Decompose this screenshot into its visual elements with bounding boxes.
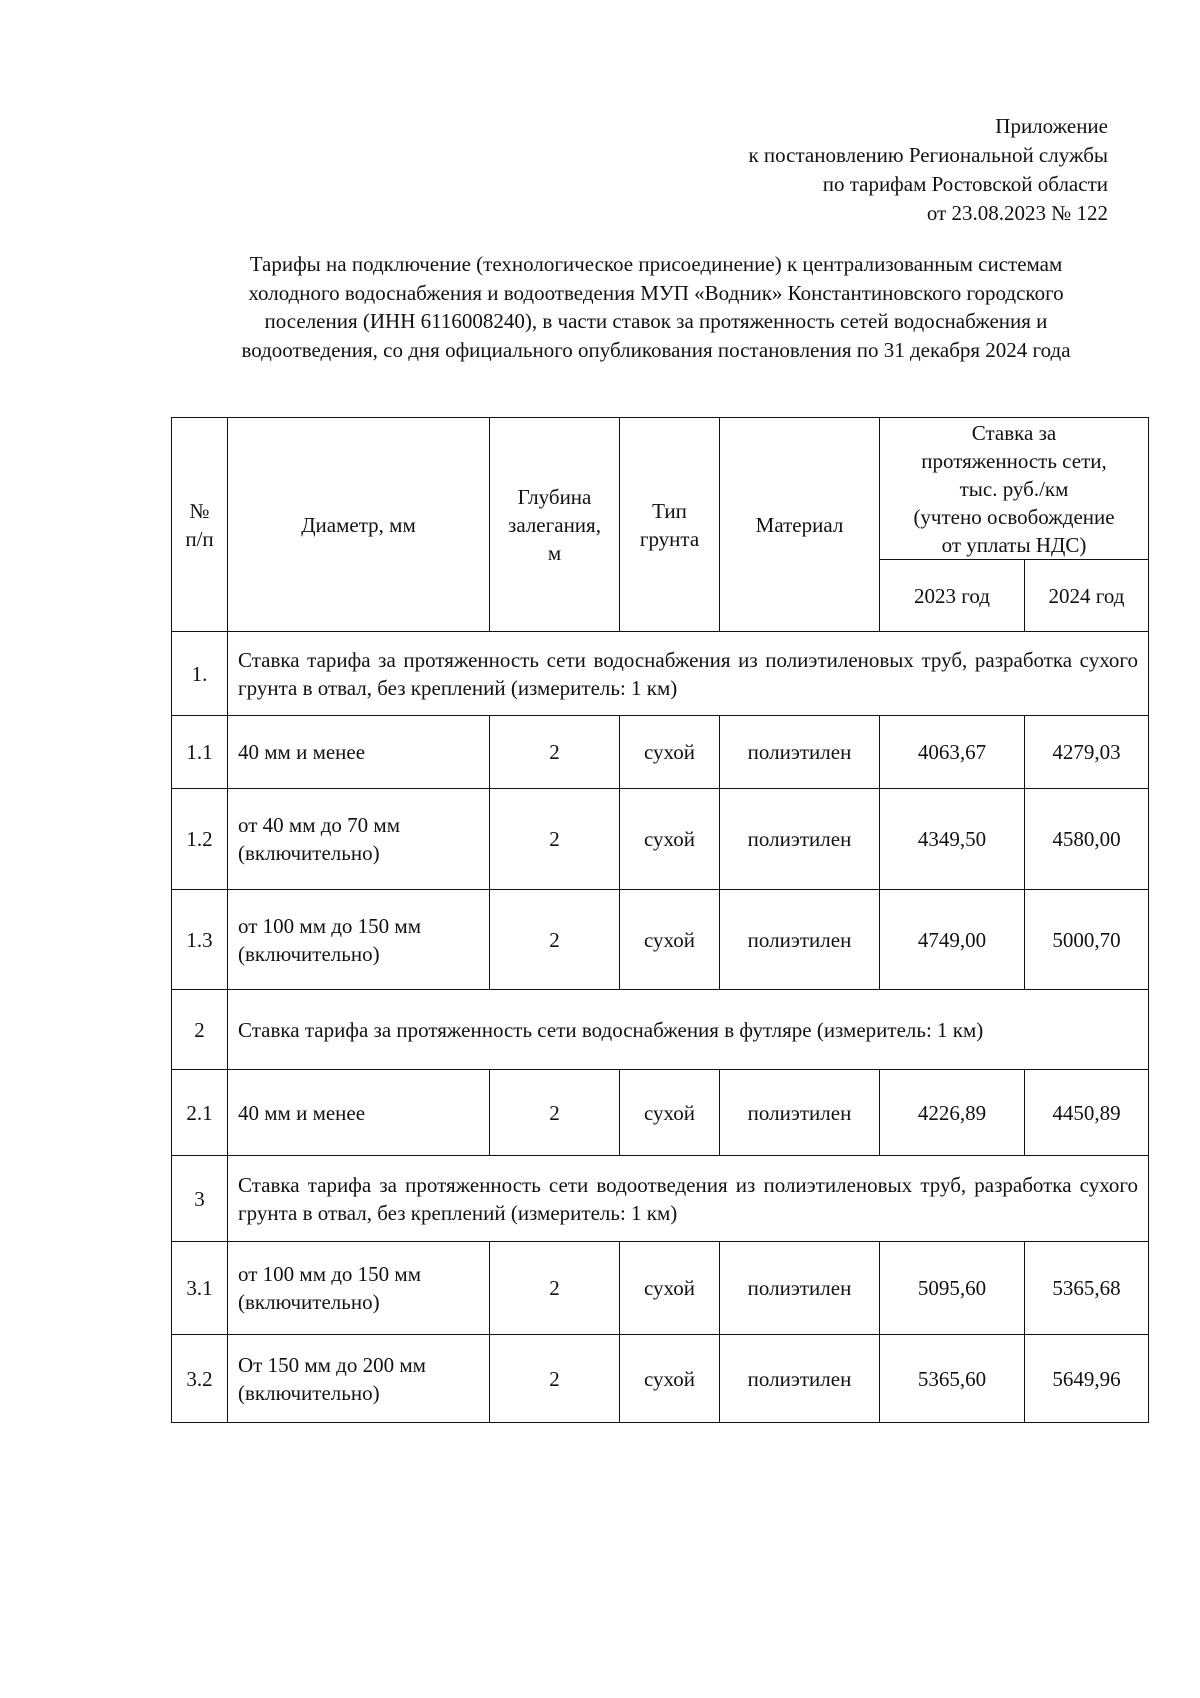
- appendix-line: к постановлению Региональной службы: [748, 143, 1108, 167]
- title-line: Тарифы на подключение (технологическое присоединение) к централизованным системам: [249, 252, 1063, 276]
- row-diameter: [228, 890, 490, 990]
- appendix-line: Приложение: [995, 114, 1108, 138]
- row-diameter: [228, 789, 490, 890]
- table-row: [172, 1242, 1149, 1335]
- row-value-2024: 5365,68: [1025, 1242, 1149, 1335]
- tariff-table: [171, 417, 1149, 1423]
- row-soil: сухой: [620, 1335, 720, 1423]
- title-line: водоотведения, со дня официального опубликования постановления по 31 декабря 2024 года: [241, 337, 1071, 362]
- table-row: [172, 789, 1149, 890]
- row-diameter: 40 мм и менее: [228, 716, 490, 789]
- header-rate: [880, 418, 1149, 560]
- header-depth-line: Глубина: [517, 484, 592, 509]
- header-soil-line: Тип: [652, 498, 687, 523]
- row-depth: 2: [490, 789, 620, 890]
- row-diameter-line: (включительно): [238, 841, 380, 865]
- row-depth: 2: [490, 890, 620, 990]
- title-line: холодного водоснабжения и водоотведения МУП «Водник» Константиновского городского: [248, 280, 1064, 305]
- section-row: [172, 632, 1149, 716]
- section-title: [228, 1156, 1149, 1242]
- header-diameter: Диаметр, мм: [228, 418, 490, 632]
- row-value-2024: 5000,70: [1025, 890, 1149, 990]
- header-rate-line: протяженность сети,: [921, 448, 1107, 473]
- row-depth: 2: [490, 1070, 620, 1156]
- header-num: [172, 418, 228, 632]
- header-rate-line: Ставка за: [971, 420, 1057, 445]
- table-body: [172, 632, 1149, 1423]
- section-title: Ставка тарифа за протяженность сети водоснабжения в футляре (измеритель: 1 км): [228, 990, 1149, 1070]
- header-num-line: п/п: [185, 526, 214, 551]
- row-value-2023: 4226,89: [880, 1070, 1025, 1156]
- header-depth-line: залегания,: [508, 512, 601, 537]
- row-num: 2.1: [172, 1070, 228, 1156]
- row-depth: 2: [490, 1242, 620, 1335]
- row-value-2024: 5649,96: [1025, 1335, 1149, 1423]
- row-num: 1.3: [172, 890, 228, 990]
- section-title: [228, 632, 1149, 716]
- appendix-date-line: от 23.08.2023 № 122: [926, 201, 1108, 225]
- section-row: [172, 1156, 1149, 1242]
- row-material: полиэтилен: [720, 716, 880, 789]
- section-num: 1.: [172, 632, 228, 716]
- row-value-2023: 5365,60: [880, 1335, 1025, 1423]
- row-diameter-line: (включительно): [238, 1380, 380, 1405]
- row-soil: сухой: [620, 890, 720, 990]
- row-diameter: [228, 1335, 490, 1423]
- row-material: полиэтилен: [720, 890, 880, 990]
- title-line: поселения (ИНН 6116008240), в части ставок за протяженность сетей водоснабжения и: [264, 309, 1048, 333]
- header-depth-line: м: [547, 540, 562, 565]
- row-num: 1.2: [172, 789, 228, 890]
- row-num: 3.2: [172, 1335, 228, 1423]
- row-soil: сухой: [620, 1242, 720, 1335]
- row-value-2024: 4580,00: [1025, 789, 1149, 890]
- row-diameter-line: От 150 мм до 200 мм: [238, 1352, 426, 1377]
- header-material: Материал: [720, 418, 880, 632]
- row-soil: сухой: [620, 716, 720, 789]
- header-soil: [620, 418, 720, 632]
- row-depth: 2: [490, 716, 620, 789]
- row-value-2024: 4450,89: [1025, 1070, 1149, 1156]
- document-title: [160, 250, 1152, 364]
- row-material: полиэтилен: [720, 1242, 880, 1335]
- row-material: полиэтилен: [720, 1335, 880, 1423]
- table-row: [172, 1070, 1149, 1156]
- row-value-2023: 4063,67: [880, 716, 1025, 789]
- row-value-2024: 4279,03: [1025, 716, 1149, 789]
- header-year-2024: 2024 год: [1025, 560, 1149, 632]
- header-rate-line: тыс. руб./км: [959, 476, 1069, 501]
- row-soil: сухой: [620, 1070, 720, 1156]
- row-value-2023: 4749,00: [880, 890, 1025, 990]
- section-row: [172, 990, 1149, 1070]
- header-rate-line: (учтено освобождение: [913, 504, 1115, 529]
- row-diameter-line: от 40 мм до 70 мм: [238, 813, 400, 837]
- row-material: полиэтилен: [720, 789, 880, 890]
- row-diameter: [228, 1242, 490, 1335]
- section-num: 2: [172, 990, 228, 1070]
- row-material: полиэтилен: [720, 1070, 880, 1156]
- table-row: [172, 716, 1149, 789]
- appendix-block: [748, 112, 1108, 228]
- row-diameter: 40 мм и менее: [228, 1070, 490, 1156]
- table-row: [172, 1335, 1149, 1423]
- row-value-2023: 5095,60: [880, 1242, 1025, 1335]
- row-diameter-line: (включительно): [238, 941, 380, 966]
- row-num: 3.1: [172, 1242, 228, 1335]
- section-num: 3: [172, 1156, 228, 1242]
- row-num: 1.1: [172, 716, 228, 789]
- section-title-text: Ставка тарифа за протяженность сети водоотведения из полиэтиленовых труб, разработка сухого грунта в отвал, без креплений (измеритель: 1 км): [238, 1172, 1139, 1225]
- row-value-2023: 4349,50: [880, 789, 1025, 890]
- header-soil-line: грунта: [639, 526, 700, 551]
- row-depth: 2: [490, 1335, 620, 1423]
- table-row: [172, 890, 1149, 990]
- appendix-line: по тарифам Ростовской области: [822, 172, 1108, 196]
- row-diameter-line: от 100 мм до 150 мм: [238, 1262, 421, 1286]
- header-num-line: №: [189, 498, 210, 523]
- row-diameter-line: (включительно): [238, 1290, 380, 1314]
- section-title-text: Ставка тарифа за протяженность сети водоснабжения из полиэтиленовых труб, разработка сухого грунта в отвал, без креплений (измеритель: 1 км): [238, 647, 1139, 700]
- row-soil: сухой: [620, 789, 720, 890]
- header-depth: [490, 418, 620, 632]
- header-rate-line: от уплаты НДС): [941, 532, 1087, 557]
- table-header: [172, 418, 1149, 632]
- row-diameter-line: от 100 мм до 150 мм: [238, 913, 421, 938]
- header-year-2023: 2023 год: [880, 560, 1025, 632]
